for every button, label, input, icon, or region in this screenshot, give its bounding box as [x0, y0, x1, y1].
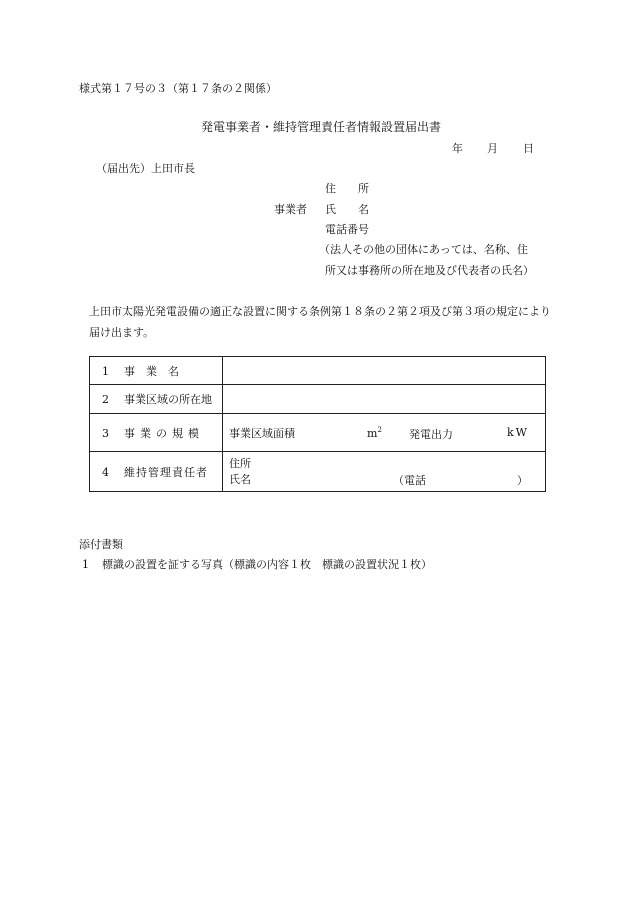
applicant-phone-label: 電話番号	[325, 223, 369, 236]
table-row	[90, 357, 546, 385]
table-row	[90, 414, 546, 452]
date-year: 年	[452, 142, 463, 155]
attachments-title: 添付書類	[79, 538, 123, 551]
manager-phone-close: ）	[517, 474, 528, 487]
table-row	[90, 452, 546, 492]
row4-number: 4	[102, 465, 109, 479]
document-title: 発電事業者・維持管理責任者情報設置届出書	[200, 120, 441, 134]
row4-label	[90, 452, 223, 492]
addressee: （届出先）上田市長	[96, 162, 195, 175]
date-month: 月	[487, 142, 498, 155]
notification-table	[89, 356, 546, 492]
attachment-item-text: 標識の設置を証する写真（標識の内容１枚 標識の設置状況１枚）	[102, 558, 432, 571]
form-number: 様式第１７号の３（第１７条の２関係）	[79, 82, 277, 95]
row1-label	[90, 357, 223, 385]
row2-number: 2	[102, 393, 109, 406]
row2-label	[90, 385, 223, 414]
power-unit: kW	[507, 426, 529, 439]
row4-value	[223, 452, 546, 492]
row3-number: 3	[102, 426, 109, 440]
row3-label	[90, 414, 223, 452]
attachment-item	[82, 559, 432, 570]
date-day: 日	[523, 142, 534, 155]
manager-name-label: 氏名	[229, 472, 251, 486]
manager-address-label: 住所	[229, 456, 251, 470]
applicant-name-label: 氏 名	[325, 203, 369, 216]
attachment-item-number: 1	[82, 558, 89, 571]
row3-label-text: 事業の規模	[124, 426, 204, 440]
area-label: 事業区域面積	[229, 426, 295, 440]
applicant-note-line1: （法人その他の団体にあっては、名称、住	[319, 243, 528, 256]
row1-label-text: 事 業 名	[124, 364, 179, 378]
row2-value[interactable]	[223, 385, 546, 414]
manager-phone-open: （電話	[393, 474, 426, 487]
applicant-address-label: 住 所	[325, 182, 369, 195]
row1-value[interactable]	[223, 357, 546, 385]
area-unit: $m^2$	[367, 426, 382, 440]
row3-value	[223, 414, 546, 452]
row2-label-text: 事業区域の所在地	[124, 393, 212, 406]
applicant-note-line2: 所又は事務所の所在地及び代表者の氏名）	[325, 264, 534, 277]
power-label: 発電出力	[409, 428, 453, 441]
body-text: 上田市太陽光発電設備の適正な設置に関する条例第１８条の２第２項及び第３項の規定により届け出ます。	[89, 305, 551, 339]
row1-number: 1	[102, 364, 109, 378]
table-row	[90, 385, 546, 414]
row4-label-text: 維持管理責任者	[124, 465, 208, 479]
applicant-label: 事業者	[274, 203, 307, 216]
